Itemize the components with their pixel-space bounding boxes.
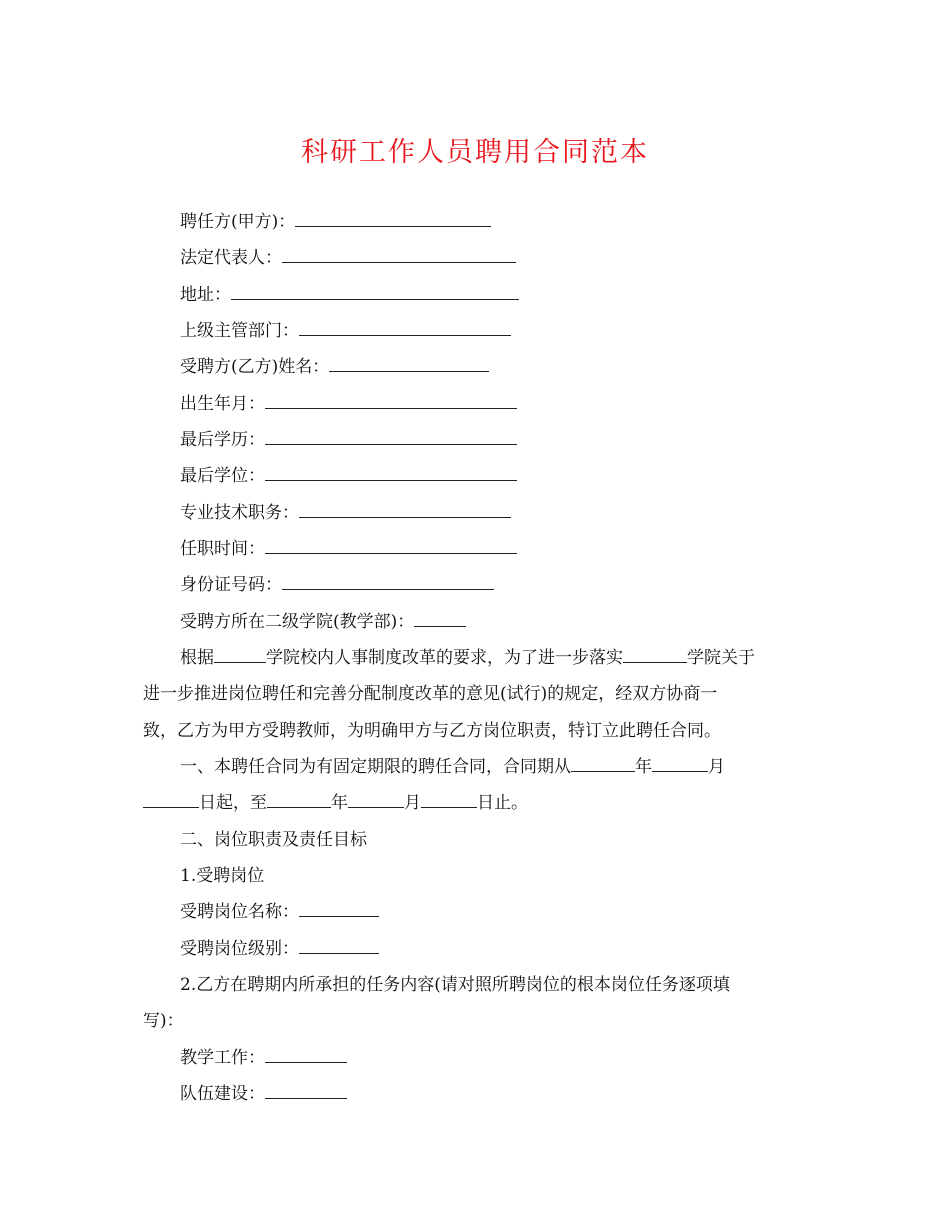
item-2-line-2: 写)： [143,1011,184,1031]
field-post-level: 受聘岗位级别： [180,938,379,960]
field-appointment-time: 任职时间： [180,538,517,560]
field-teaching: 教学工作： [180,1047,347,1069]
field-team-building: 队伍建设： [180,1083,347,1105]
field-supervisor-dept: 上级主管部门： [180,320,511,342]
field-college: 受聘方所在二级学院(教学部)： [180,611,466,633]
field-title: 专业技术职务： [180,502,511,524]
intro-line-3: 致，乙方为甲方受聘教师，为明确甲方与乙方岗位职责，特订立此聘任合同。 [143,721,721,741]
field-address: 地址： [180,284,519,306]
document-title: 科研工作人员聘用合同范本 [301,137,649,168]
intro-line-2: 进一步推进岗位聘任和完善分配制度改革的意见(试行)的规定，经双方协商一 [143,684,718,704]
item-1-heading: 1.受聘岗位 [180,866,265,886]
field-legal-rep: 法定代表人： [180,247,516,269]
clause-1-line-1: 一、本聘任合同为有固定期限的聘任合同，合同期从 年 月 [180,757,725,777]
field-id-number: 身份证号码： [180,574,494,596]
field-post-name: 受聘岗位名称： [180,901,379,923]
field-birth-date: 出生年月： [180,393,517,415]
clause-1-line-2: 日起，至 年 月 日止。 [143,792,528,814]
intro-line-1: 根据 学院校内人事制度改革的要求，为了进一步落实 学院关于 [180,648,755,668]
field-education: 最后学历： [180,429,517,451]
item-2-line-1: 2.乙方在聘期内所承担的任务内容(请对照所聘岗位的根本岗位任务逐项填 [180,975,730,995]
field-employer: 聘任方(甲方)： [180,211,491,233]
field-employee-name: 受聘方(乙方)姓名： [180,356,489,378]
field-degree: 最后学位： [180,465,517,487]
clause-2-heading: 二、岗位职责及责任目标 [180,830,367,850]
